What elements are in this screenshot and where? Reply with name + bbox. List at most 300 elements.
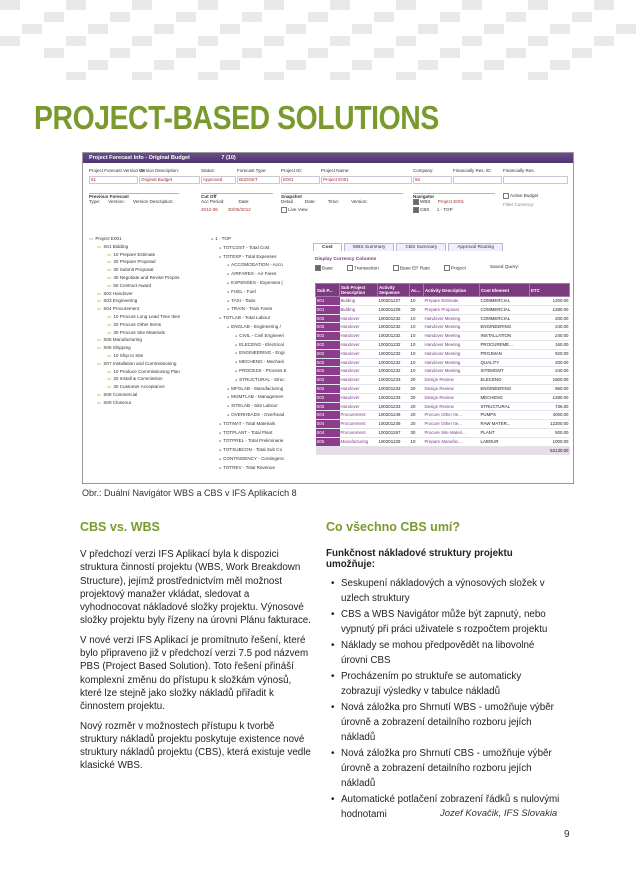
cbs-tree-label: FUEL - Fuel — [231, 288, 256, 294]
paragraph: V předchozí verzi IFS Aplikací byla k dispozici struktura činností projektu (WBS, Work Breakdown Structure), jejímž prostřednictvím měl možnost projektový manažer vkládat, sledovat a vyhodnocovat nákladové složky projektu. Výnosové složky projektu byly řízeny na úrovni Plánu fakturace. — [80, 549, 311, 627]
table-cell: Handover Meeting — [424, 323, 480, 332]
cbs-tree-item[interactable] — [211, 464, 311, 473]
grid-cell — [198, 36, 218, 46]
table-cell: 100201232 — [378, 332, 410, 341]
wbs-tree-label: S05 Manufacturing — [103, 337, 142, 343]
header-label: Project Forecast Version ID: — [89, 168, 146, 173]
currency-options — [315, 265, 567, 271]
table-row[interactable] — [316, 376, 570, 385]
grid-cell — [88, 60, 108, 70]
table-cell: QUALITY — [480, 358, 530, 367]
header-value-field[interactable] — [453, 176, 502, 184]
cbs-tree[interactable] — [211, 235, 311, 473]
grid-cell — [440, 48, 460, 58]
currency-checkbox[interactable] — [393, 265, 399, 271]
currency-option-label: Project — [450, 266, 466, 272]
grid-cell — [550, 60, 570, 70]
table-cell: LABOUR — [480, 437, 530, 446]
table-cell: ENGINEERING — [480, 384, 530, 393]
display-currency-panel — [315, 257, 567, 277]
cbs-tree-item[interactable] — [211, 393, 311, 402]
cbs-tree-item[interactable] — [211, 402, 311, 411]
table-cell: Bidding — [340, 297, 378, 306]
wbs-tree-label: 10 Procure Long Lead Time Item — [113, 313, 181, 319]
grid-cell — [286, 60, 306, 70]
table-cell: COMMERCIAL — [480, 305, 530, 314]
node-icon: ● — [219, 430, 222, 435]
grid-cell — [594, 0, 614, 10]
grid-cell — [396, 36, 416, 46]
currency-checkbox[interactable] — [444, 265, 450, 271]
cbs-tree-item[interactable] — [211, 244, 311, 253]
wbs-tree-item[interactable] — [89, 329, 201, 337]
column-header[interactable]: Sub Project Description — [340, 284, 378, 297]
snapshot-panel — [281, 193, 403, 213]
previous-forecast-labels — [89, 199, 179, 204]
table-cell: 100201249 — [378, 420, 410, 429]
cbs-tree-label: CIVIL - Civil Engineeri — [239, 332, 284, 338]
grid-cell — [396, 0, 416, 10]
table-cell-empty — [424, 446, 480, 455]
grid-cell — [22, 24, 42, 34]
table-cell: 100201233 — [378, 402, 410, 411]
wbs-tree-item[interactable] — [89, 258, 201, 266]
cbs-tree-label: STRUCTURAL - Struc — [239, 376, 285, 382]
table-row[interactable] — [316, 437, 570, 446]
table-cell: S02 — [316, 323, 340, 332]
table-cell: Handover Meeting — [424, 314, 480, 323]
wbs-tree-label: 10 Prepare Estimate — [113, 251, 156, 257]
table-cell: S02 — [316, 349, 340, 358]
table-row[interactable] — [316, 349, 570, 358]
grid-cell — [528, 72, 548, 80]
header-value-field[interactable]: E001 — [281, 176, 320, 184]
cbs-checkbox[interactable] — [413, 207, 419, 213]
table-cell: Handover — [340, 402, 378, 411]
wbs-tree-label: 40 Negotiate and Revise Propos — [113, 274, 180, 280]
table-cell: Handover — [340, 358, 378, 367]
node-icon: ● — [227, 298, 230, 303]
list-item: • Nová záložka pro Shrnutí CBS - umožňuje výběr úrovně a zobrazení detailního rozboru jejích nákladů — [326, 746, 562, 791]
left-heading: CBS vs. WBS — [80, 520, 160, 534]
wbs-tree-item[interactable] — [89, 266, 201, 274]
node-icon: ● — [219, 421, 222, 426]
header-value-field[interactable] — [503, 176, 568, 184]
cbs-tree-item[interactable] — [211, 305, 311, 314]
cbs-tree-label: SITELAB - Site Labour — [231, 403, 278, 409]
snapshot-labels — [281, 199, 403, 204]
cbs-tree-item[interactable] — [211, 261, 311, 270]
previous-forecast-panel — [89, 193, 179, 204]
column-header[interactable]: Activity Sequence — [378, 284, 410, 297]
navigator-project-value: Project E001 — [437, 199, 465, 205]
table-cell: S02 — [316, 340, 340, 349]
wbs-tree-item[interactable] — [89, 297, 201, 305]
table-cell: S02 — [316, 367, 340, 376]
folder-icon: ▭ — [107, 368, 112, 374]
table-cell: RAW MATER... — [480, 420, 530, 429]
table-cell: S02 — [316, 376, 340, 385]
grid-cell — [242, 12, 262, 22]
feature-list — [326, 576, 562, 822]
table-cell: 10 — [410, 437, 424, 446]
node-icon: ● — [227, 307, 230, 312]
currency-option[interactable] — [393, 265, 430, 271]
node-icon: ● — [211, 237, 214, 241]
table-cell: 20 — [410, 384, 424, 393]
column-header[interactable]: Sub P... — [316, 284, 340, 297]
cut-off-panel — [201, 193, 273, 212]
table-cell: 20 — [410, 305, 424, 314]
wbs-tree-item[interactable] — [89, 360, 201, 368]
tab-wbs-summary[interactable]: WBS Summary — [344, 243, 395, 251]
table-cell: Design Review — [424, 384, 480, 393]
cbs-tree-item[interactable] — [211, 288, 311, 297]
list-item: • Procházením po struktuře se automaticky zobrazují výsledky v tabulce nákladů — [326, 669, 562, 699]
wbs-tree-item[interactable] — [89, 282, 201, 290]
grid-cell — [66, 72, 86, 80]
node-icon: ● — [235, 368, 238, 373]
wbs-tree-item[interactable] — [89, 305, 201, 313]
wbs-tree-label: 20 Prepare Proposal — [113, 259, 156, 265]
table-cell: 100201233 — [378, 384, 410, 393]
folder-icon: ▭ — [107, 352, 112, 358]
header-value-field[interactable]: Original Budget — [139, 176, 200, 184]
wbs-tree-item[interactable] — [89, 383, 201, 391]
cbs-tree-item[interactable] — [211, 297, 311, 306]
cbs-tree-label: TOTLAB - Total Labour — [223, 315, 271, 321]
grid-cell — [506, 48, 526, 58]
header-label: Version Description: — [139, 168, 180, 173]
table-cell: Bidding — [340, 305, 378, 314]
cbs-tree-label: ACCOMODATION - Acco — [231, 262, 283, 268]
cut-off-value: 30/06/2012 — [227, 207, 251, 212]
cbs-tree-item[interactable] — [211, 341, 311, 350]
cut-off-values — [201, 207, 273, 212]
header-label: Status: — [201, 168, 216, 173]
grid-cell — [264, 0, 284, 10]
table-row[interactable] — [316, 402, 570, 411]
grid-cell — [352, 60, 372, 70]
table-cell: 200.00 — [530, 358, 570, 367]
wbs-tree-item[interactable] — [89, 313, 201, 321]
wbs-tree-item[interactable] — [89, 399, 201, 407]
cbs-tree-item[interactable] — [211, 323, 311, 332]
cut-off-value: 2012-06 — [201, 207, 218, 212]
paragraph: Nový rozměr v možnostech přístupu k tvorbě struktury nákladů projektu poskytuje existence nové struktury nákladů projektu (CBS), která existuje vedle klasické WBS. — [80, 720, 311, 772]
wbs-tree-item[interactable] — [89, 368, 201, 376]
column-header[interactable]: ETC — [530, 284, 570, 297]
wbs-checkbox[interactable] — [413, 199, 419, 205]
table-cell: PLANT — [480, 428, 530, 437]
header-value-field[interactable]: 81 — [89, 176, 138, 184]
wbs-tree-item[interactable] — [89, 344, 201, 352]
table-cell: Procure Site Materi... — [424, 428, 480, 437]
cbs-tree-label: TOTREV - Total Revenue — [223, 464, 276, 470]
wbs-tree-label: 50 Contract Award — [113, 282, 152, 288]
navigator-cbs-value: 1 - TOP — [436, 207, 453, 213]
table-cell: Handover — [340, 332, 378, 341]
panel-label: Type: — [89, 199, 101, 204]
currency-option[interactable] — [444, 265, 466, 271]
table-cell: PUMPS — [480, 411, 530, 420]
panel-label: Detail — [281, 199, 293, 204]
cbs-tree-item[interactable] — [211, 429, 311, 438]
cbs-tree-label: MGMTLAB - Managemen — [231, 394, 284, 400]
wbs-tree-item[interactable] — [89, 274, 201, 282]
folder-icon: ▭ — [97, 360, 102, 366]
table-row[interactable] — [316, 323, 570, 332]
table-cell: S04 — [316, 411, 340, 420]
table-cell: Procure Other Ite... — [424, 420, 480, 429]
cbs-tree-item[interactable] — [211, 437, 311, 446]
grid-cell — [66, 36, 86, 46]
currency-option[interactable] — [315, 265, 333, 271]
panel-label: Date: — [304, 199, 316, 204]
table-cell: 10 — [410, 349, 424, 358]
grid-cell — [132, 72, 152, 80]
table-cell: MECHENG — [480, 393, 530, 402]
table-cell: Procure Other Ite... — [424, 411, 480, 420]
wbs-tree-item[interactable] — [89, 235, 201, 243]
table-row[interactable] — [316, 384, 570, 393]
header-label: Forecast Type: — [237, 168, 267, 173]
grid-cell — [0, 36, 20, 46]
header-value-field[interactable]: 50 — [413, 176, 452, 184]
list-item: • CBS a WBS Navigátor může být zapnutý, nebo vypnutý při práci uživatele s rozpočtem projektu — [326, 607, 562, 637]
list-item: • Nová záložka pro Shrnutí WBS - umožňuje výběr úrovně a zobrazení detailního rozboru jejích nákladů — [326, 700, 562, 745]
cbs-tree-label: TOTEXP - Total Expenses — [223, 253, 277, 259]
header-value-field[interactable]: Approved — [201, 176, 236, 184]
table-cell: Prepare Estimate — [424, 297, 480, 306]
cbs-tree-item[interactable] — [211, 235, 311, 244]
header-value-field[interactable]: Project E001 — [321, 176, 412, 184]
wbs-tree-item[interactable] — [89, 243, 201, 251]
table-row[interactable] — [316, 314, 570, 323]
paragraph: V nové verzi IFS Aplikací je promítnuto řešení, které bylo připraveno již v předchozí verzi 7.5 pod názvem PBS (Project Based Solution). Toto řešení přináší komplexní změnu do přístupu k složkám výnosů, které lze stejně jako složky nákladů přiřadit k činnostem projektu. — [80, 634, 309, 713]
active-budget-checkbox[interactable] — [503, 193, 509, 199]
table-cell: 240.00 — [530, 332, 570, 341]
table-cell: 4000.00 — [530, 411, 570, 420]
list-item: • Náklady se mohou předpovědět na libovolné úrovni CBS — [326, 638, 562, 668]
table-cell: ELECENG — [480, 376, 530, 385]
application-screenshot — [82, 152, 574, 484]
table-cell: Handover — [340, 384, 378, 393]
table-row[interactable] — [316, 428, 570, 437]
table-cell: Handover Meeting — [424, 358, 480, 367]
wbs-tree-label: Project E001 — [95, 236, 122, 241]
grid-cell — [374, 48, 394, 58]
page-number: 9 — [564, 829, 570, 840]
node-icon: ● — [219, 439, 222, 444]
header-value-field[interactable]: BUDGET — [237, 176, 280, 184]
cbs-tree-label: TAXI - Taxis — [231, 297, 256, 303]
wbs-tree-item[interactable] — [89, 251, 201, 259]
table-cell: SITEMGMT — [480, 367, 530, 376]
cut-off-title: Cut Off — [201, 194, 217, 199]
cbs-tree-label: MFGLAB - Manufacturing — [231, 385, 284, 391]
table-cell: Handover — [340, 314, 378, 323]
node-icon: ● — [227, 386, 230, 391]
node-icon: ● — [235, 360, 238, 365]
cbs-tree-label: CONTINGENCY - Contingenc — [223, 455, 285, 461]
cbs-tree-label: TOTPREL - Total Preliminarie — [223, 438, 284, 444]
table-cell-empty — [410, 446, 424, 455]
figure-caption: Obr.: Duální Navigátor WBS a CBS v IFS Aplikacích 8 — [82, 488, 297, 498]
grid-cell — [154, 24, 174, 34]
table-cell: S02 — [316, 402, 340, 411]
tab-cbs-summary[interactable]: CBS Summary — [396, 243, 446, 251]
table-cell: STRUCTURAL — [480, 402, 530, 411]
wbs-tree-item[interactable] — [89, 290, 201, 298]
cbs-tree-item[interactable] — [211, 349, 311, 358]
currency-checkbox[interactable] — [347, 265, 353, 271]
table-cell: Procurement — [340, 411, 378, 420]
column-header[interactable]: Cost Element — [480, 284, 530, 297]
grid-cell — [484, 24, 504, 34]
grid-cell — [330, 72, 350, 80]
table-row[interactable] — [316, 411, 570, 420]
right-column — [326, 520, 562, 823]
table-row[interactable] — [316, 420, 570, 429]
cbs-tree-item[interactable] — [211, 446, 311, 455]
table-cell: Design Review — [424, 393, 480, 402]
cbs-tree-item[interactable] — [211, 279, 311, 288]
cbs-tree-item[interactable] — [211, 332, 311, 341]
table-cell: S04 — [316, 428, 340, 437]
table-row[interactable] — [316, 340, 570, 349]
wbs-tree-item[interactable] — [89, 391, 201, 399]
window-title: Project Forecast Info - Original Budget — [89, 155, 190, 161]
grid-cell — [462, 0, 482, 10]
cbs-tree-item[interactable] — [211, 358, 311, 367]
table-row[interactable] — [316, 358, 570, 367]
cbs-tree-item[interactable] — [211, 385, 311, 394]
wbs-tree-item[interactable] — [89, 352, 201, 360]
filter-currency-label: Filter Currency: — [503, 202, 535, 207]
table-cell: 1280.00 — [530, 305, 570, 314]
table-cell-empty — [340, 446, 378, 455]
table-cell: 10 — [410, 314, 424, 323]
table-cell: 10 — [410, 323, 424, 332]
table-cell: Manufacturing — [340, 437, 378, 446]
table-cell: Handover Meeting — [424, 332, 480, 341]
folder-icon: ▭ — [107, 321, 112, 327]
table-cell: Procurement — [340, 420, 378, 429]
cbs-tree-item[interactable] — [211, 367, 311, 376]
table-cell: S02 — [316, 393, 340, 402]
wbs-tree[interactable] — [89, 235, 201, 407]
table-cell: 100201233 — [378, 376, 410, 385]
table-row[interactable] — [316, 332, 570, 341]
grid-cell — [352, 24, 372, 34]
table-cell: 100201229 — [378, 437, 410, 446]
table-cell: Handover — [340, 349, 378, 358]
cbs-tree-item[interactable] — [211, 270, 311, 279]
cbs-tree-item[interactable] — [211, 455, 311, 464]
table-cell: COMMERCIAL — [480, 314, 530, 323]
table-cell: 100201232 — [378, 358, 410, 367]
table-row[interactable] — [316, 297, 570, 306]
decorative-grid-pattern — [0, 0, 638, 80]
grid-cell — [418, 60, 438, 70]
cbs-tree-item[interactable] — [211, 420, 311, 429]
tab-approval-routing[interactable]: Approval Routing — [448, 243, 503, 251]
folder-icon: ▭ — [107, 274, 112, 280]
header-label: Company: — [413, 168, 434, 173]
wbs-tree-item[interactable] — [89, 375, 201, 383]
column-header[interactable]: Ac... — [410, 284, 424, 297]
wbs-tree-item[interactable] — [89, 321, 201, 329]
folder-icon: ▭ — [107, 251, 112, 257]
live-view-label: Live View — [288, 207, 308, 213]
active-budget-panel — [503, 193, 569, 207]
cbs-tree-item[interactable] — [211, 376, 311, 385]
table-row[interactable] — [316, 393, 570, 402]
currency-option-label: Base EP Rate — [399, 266, 430, 272]
list-item: • Seskupení nákladových a výnosových složek v uzlech struktury — [326, 576, 562, 606]
navigator-panel — [413, 193, 495, 213]
navigator-title: Navigator — [413, 194, 435, 199]
folder-icon: ▭ — [107, 329, 112, 335]
wbs-tree-label: 30 Submit Proposal — [113, 267, 154, 273]
currency-option[interactable] — [347, 265, 379, 271]
table-cell-empty — [480, 446, 530, 455]
live-view-checkbox[interactable] — [281, 207, 287, 213]
cbs-tree-item[interactable] — [211, 314, 311, 323]
table-cell: 10 — [410, 297, 424, 306]
cbs-tree-label: TOTSUBCON - Total Sub Co — [223, 447, 283, 453]
table-cell: 100201232 — [378, 323, 410, 332]
wbs-tree-label: S04 Procurement — [103, 306, 140, 312]
grid-cell — [44, 48, 64, 58]
wbs-tree-item[interactable] — [89, 336, 201, 344]
folder-icon: ▭ — [97, 391, 102, 397]
grid-cell — [132, 0, 152, 10]
node-icon: ● — [227, 404, 230, 409]
table-cell: 30 — [410, 428, 424, 437]
table-cell: INSTALLATION — [480, 332, 530, 341]
table-cell: Handover — [340, 367, 378, 376]
cbs-tree-label: 1 - TOP — [215, 236, 232, 241]
table-row[interactable] — [316, 305, 570, 314]
table-cell-empty — [316, 446, 340, 455]
wbs-label: WBS — [420, 199, 431, 205]
folder-icon: ▭ — [97, 337, 102, 343]
header-label: Financially Res. ID: — [453, 168, 492, 173]
cut-off-labels — [201, 199, 273, 204]
column-header[interactable]: Activity Description — [424, 284, 480, 297]
node-icon: ● — [227, 412, 230, 417]
table-cell: 10 — [410, 367, 424, 376]
grid-cell — [330, 0, 350, 10]
table-cell: 100201233 — [378, 393, 410, 402]
folder-icon: ▭ — [97, 399, 102, 405]
cbs-tree-item[interactable] — [211, 411, 311, 420]
currency-option-label: Base — [322, 266, 333, 272]
record-counter: 7 (10) — [221, 155, 236, 161]
table-row[interactable] — [316, 367, 570, 376]
cbs-tree-item[interactable] — [211, 253, 311, 262]
currency-checkbox[interactable] — [315, 265, 321, 271]
header-label: Financially Res. — [503, 168, 535, 173]
table-cell: Handover — [340, 376, 378, 385]
tab-cost[interactable]: Cost — [313, 243, 342, 251]
node-icon: ● — [227, 263, 230, 268]
table-cell: PROJMAN — [480, 349, 530, 358]
grid-cell — [110, 12, 130, 22]
table-cell: 960.00 — [530, 384, 570, 393]
